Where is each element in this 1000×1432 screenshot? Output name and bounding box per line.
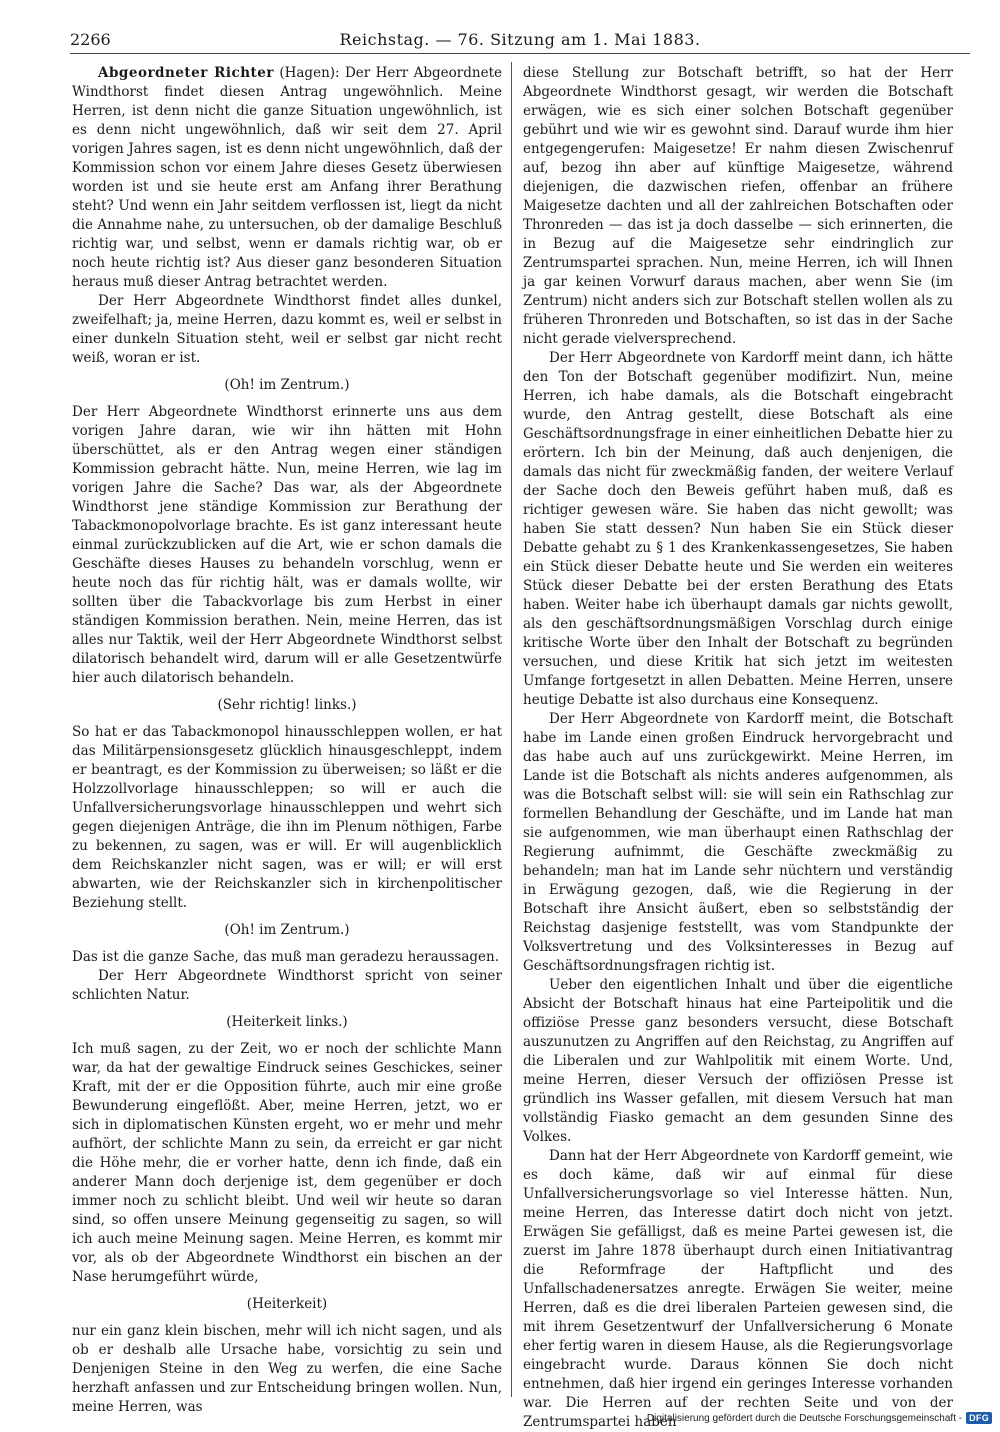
paragraph [72,64,502,292]
page-header [70,30,970,52]
page-number: 2266 [70,30,111,49]
interjection: (Heiterkeit links.) [226,1014,348,1030]
paragraph: nur ein ganz klein bischen, mehr will ich nicht sagen, und als ob er deshalb alle Ursache habe, vorsichtig zu sein und Denjenigen Steine in den Weg zu werfen, die eine Sache herzhaft anfassen und zur Entscheidung bringen wollen. Nun, meine Herren, was [72,1323,502,1415]
footer [647,1412,992,1424]
paragraph: Der Herr Abgeordnete Windthorst erinnerte uns aus dem vorigen Jahre daran, wie wir ihn hätten mit Hohn überschüttet, als er den Antrag wegen einer ständigen Kommission gebracht hätte. Nun, meine Herren, wie lag im vorigen Jahre die Sache? Das war, als der Abgeordnete Windthorst jene ständige Kommission zur Berathung der Tabackmonopolvorlage brachte. Es ist ganz interessant heute einmal zurückzublicken auf die Art, wie er schon damals die Geschäfte dieses Hauses zu behandeln vorschlug, wenn er heute noch das für richtig hält, was er damals wollte, wir sollten über die Tabackvorlage bis zum Herbst in einer ständigen Kommission berathen. Nein, meine Herren, das ist alles nur Taktik, weil der Herr Abgeordnete Windthorst selbst dilatorisch behandelt wird, darum will er alle Gesetzentwürfe hier auch dilatorisch behandeln. [72,404,502,686]
paragraph-text: (Hagen): Der Herr Abgeordnete Windthorst findet diesen Antrag ungewöhnlich. Meine Herren, ist denn nicht die ganze Situation ungewöhnlich, ist es denn nicht ungewöhnlich, daß wir seit dem 27. April vorigen Jahres sagen, ist es denn nicht ungewöhnlich, daß der Kommission schon vor einem Jahre dieses Gesetz überwiesen worden ist und sie heute erst am Anfang ihrer Berathung steht? Und wenn ein Jahr seitdem verflossen ist, liegt da nicht die Annahme nahe, zu untersuchen, ob der damalige Beschluß richtig war, und selbst, wenn er damals richtig war, ob er noch heute richtig ist? Aus dieser ganz besonderen Situation heraus muß dieser Antrag betrachtet werden. [72,65,502,290]
interjection: (Oh! im Zentrum.) [224,922,350,938]
header-rule [70,53,970,54]
paragraph: Ueber den eigentlichen Inhalt und über die eigentliche Absicht der Botschaft hinaus hat eine Parteipolitik und die offiziöse Presse ganz besonders versucht, diese Botschaft auszunutzen zu Angriffen auf den Reichstag, zu Angriffen auf die Liberalen und zur Wahlpolitik mit einem Worte. Und, meine Herren, dieser Versuch der offiziösen Presse ist gründlich ins Wasser gefallen, mit diesem Versuch hat man vollständig Fiasko gemacht an dem gesunden Sinne des Volkes. [523,977,953,1145]
running-title: Reichstag. — 76. Sitzung am 1. Mai 1883. [339,30,701,49]
paragraph: Der Herr Abgeordnete Windthorst spricht von seiner schlichten Natur. [72,968,502,1003]
paragraph: Ich muß sagen, zu der Zeit, wo er noch der schlichte Mann war, da hat der gewaltige Eindruck seines Geschickes, seiner Kraft, mit der er die Opposition führte, auch mir eine große Bewunderung eingeflößt. Aber, meine Herren, jetzt, wo er sich in diplomatischen Künsten ergeht, wo er mehr und mehr aufhört, der schlichte Mann zu sein, da erreicht er gar nicht die Höhe mehr, die er vorher hatte, denn ich finde, daß ein anderer Mann doch derjenige ist, dem gegenüber er doch immer noch zu schlicht bleibt. Und weil wir heute so daran sind, so offen unsere Meinung gegenseitig zu sagen, so will ich auch meine Meinung sagen. Meine Herren, es kommt mir vor, als ob der Abgeordnete Windthorst ein bischen an der Nase herumgeführt würde, [72,1041,502,1285]
paragraph: Das ist die ganze Sache, das muß man geradezu heraussagen. [72,949,500,965]
paragraph: Der Herr Abgeordnete von Kardorff meint, die Botschaft habe im Lande einen großen Eindruck hervorgebracht und das habe auch auf uns zurückgewirkt. Meine Herren, im Lande ist die Botschaft als nichts anderes aufgenommen, als was die Botschaft selbst will: sie will sein ein Rathschlag zur formellen Behandlung der Geschäfte, und im Lande hat man sie aufgenommen, wie man überhaupt einen Rathschlag der Regierung aufnimmt, die Geschäfte zweckmäßig zu behandeln; man hat im Lande sehr nüchtern und verständig in Erwägung gezogen, daß, wie die Regierung in der Botschaft ihre Ansicht äußert, eben so selbstständig der Reichstag dasjenige feststellt, was vom Standpunkte der Volksvertretung und des Volksinteresses in Bezug auf Geschäftsordnungsfragen richtig ist. [523,711,953,974]
dfg-logo: DFG [966,1412,992,1424]
left-column [72,64,502,1415]
column-divider [511,62,512,1397]
paragraph: Dann hat der Herr Abgeordnete von Kardorff gemeint, wie es doch käme, daß wir auf einmal für diese Unfallversicherungsvorlage so viel Interesse hätten. Nun, meine Herren, das Interesse datirt doch nicht von jetzt. Erwägen Sie gefälligst, daß es meine Partei gewesen ist, die zuerst im Jahre 1878 überhaupt durch einen Initiativantrag die Reformfrage der Haftpflicht und des Unfallschadenersatzes anregte. Erwägen Sie weiter, meine Herren, daß es die drei liberalen Parteien gewesen sind, die mit ihrem Gesetzentwurf der Unfallversicherung 6 Monate eher fertig waren in diesem Hause, als die Regierungsvorlage eingebracht wurde. Daraus können Sie doch nicht entnehmen, daß hier irgend ein geringes Interesse vorhanden war. Die Herren auf der rechten Seite und von der Zentrumspartei haben [523,1148,953,1430]
interjection: (Oh! im Zentrum.) [224,377,350,393]
footer-text: Digitalisierung gefördert durch die Deutsche Forschungsgemeinschaft - [646,1412,963,1424]
interjection: (Sehr richtig! links.) [217,697,357,713]
interjection: (Heiterkeit) [246,1296,328,1312]
paragraph: Der Herr Abgeordnete von Kardorff meint dann, ich hätte den Ton der Botschaft gegenüber modifizirt. Nun, meine Herren, ich habe damals, als die Botschaft eingebracht wurde, den Antrag gestellt, diese Botschaft als eine Geschäftsordnungsfrage in einer einheitlichen Debatte hier zu erörtern. Ich bin der Meinung, daß auch denjenigen, die damals das nicht für zweckmäßig fanden, der weitere Verlauf der Sache doch den Beweis geführt haben muß, daß es richtiger gewesen wäre. Sie haben das nicht gewollt; was haben Sie statt dessen? Nun haben Sie ein Stück dieser Debatte gehabt zu § 1 des Krankenkassengesetzes, Sie haben ein Stück dieser Debatte heute und Sie werden ein weiteres Stück dieser Debatte bei der ersten Berathung des Etats haben. Weiter habe ich überhaupt damals gar nichts gewollt, als den geschäftsordnungsmäßigen Vorschlag durch einige kritische Worte über den Inhalt der Botschaft zu begründen versuchen, und diese Kritik hat sich jetzt im weitesten Umfange fortgesetzt in allen Debatten. Meine Herren, unsere heutige Debatte ist also durchaus eine Konsequenz. [523,350,953,708]
paragraph: diese Stellung zur Botschaft betrifft, so hat der Herr Abgeordnete Windthorst gesagt, wir werden die Botschaft erwägen, wie es sich einer solchen Botschaft gegenüber gebührt und wie wir es gewohnt sind. Darauf wurde ihm hier entgegengerufen: Maigesetze! Er nahm diesen Zwischenruf auf, bezog ihn aber auf künftige Maigesetze, während diejenigen, die dazwischen riefen, offenbar an frühere Maigesetze dachten und all der zahlreichen Botschaften oder Thronreden — das ist ja doch dasselbe — sich erinnerten, die in Bezug auf die Maigesetze sehr eindringlich zur Zentrumspartei sprachen. Nun, meine Herren, ich will Ihnen ja gar keinen Vorwurf daraus machen, aber wenn Sie (im Zentrum) nicht anders sich zur Botschaft stellen wollen als zu früheren Thronreden und Botschaften, so ist das in der Sache nicht gerade vielversprechend. [523,65,953,347]
paragraph: Der Herr Abgeordnete Windthorst findet alles dunkel, zweifelhaft; ja, meine Herren, dazu kommt es, weil er selbst in einer dunkeln Situation steht, weil er selbst gar nicht recht weiß, woran er ist. [72,293,502,366]
paragraph: So hat er das Tabackmonopol hinausschleppen wollen, er hat das Militärpensionsgesetz glücklich hinausgeschleppt, indem er beantragt, es der Kommission zu überweisen; so läßt er die Holzzollvorlage hinausschleppen; so will er auch die Unfallversicherungsvorlage hinausschleppen und wehrt sich gegen diejenigen Anträge, die ihn im Plenum nöthigen, Farbe zu bekennen, zu sagen, was er will. Er will augenblicklich dem Reichskanzler nicht sagen, was er will; er will erst abwarten, wie der Reichskanzler sich in kirchenpolitischer Beziehung stellt. [72,724,502,911]
speaker-name: Abgeordneter Richter [98,65,274,81]
